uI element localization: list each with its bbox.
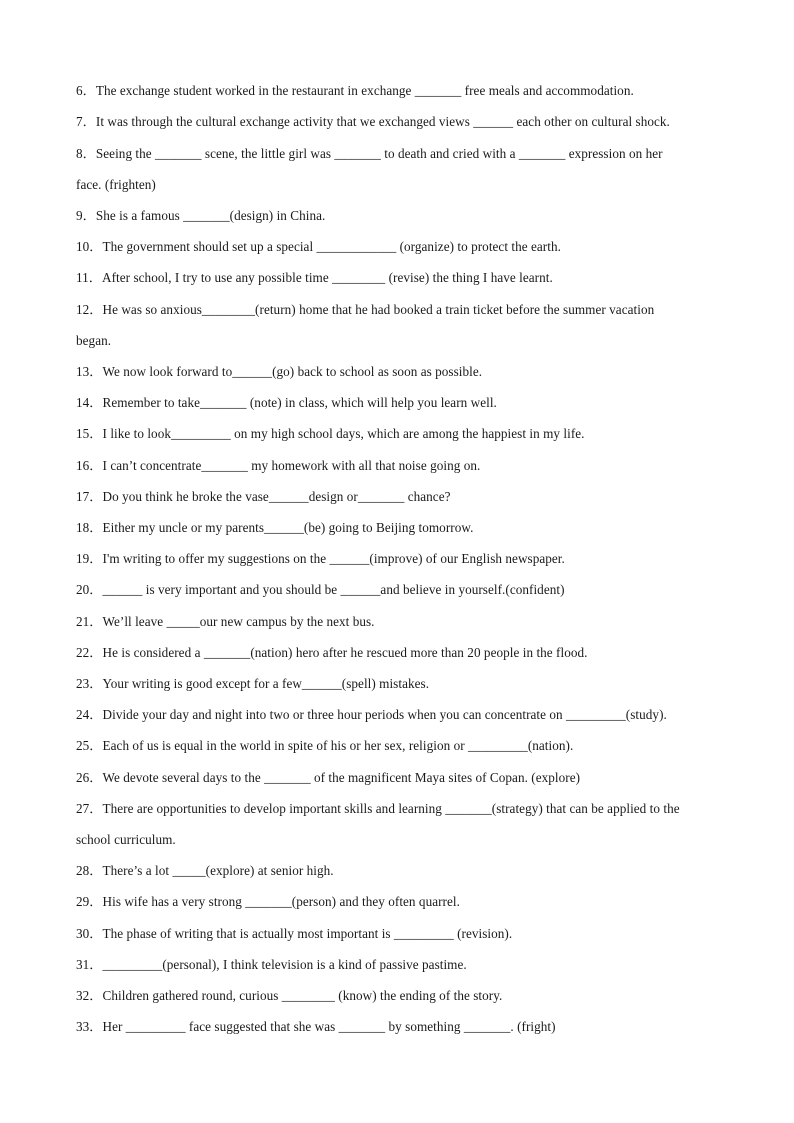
question-number: 30． — [76, 926, 103, 941]
question-8-continuation — [76, 176, 156, 194]
question-25 — [76, 737, 573, 755]
question-number: 26． — [76, 770, 103, 785]
question-24 — [76, 706, 667, 724]
question-text: We’ll leave _____our new campus by the next bus. — [102, 614, 375, 629]
question-number: 20． — [76, 582, 103, 597]
question-12-continuation — [76, 332, 111, 350]
question-22 — [76, 644, 587, 662]
question-text: After school, I try to use any possible time ________ (revise) the thing I have learnt. — [102, 270, 553, 285]
question-31 — [76, 956, 467, 974]
question-11 — [76, 269, 553, 287]
question-text: Do you think he broke the vase______design or_______ chance? — [102, 489, 451, 504]
question-text: Her _________ face suggested that she was _______ by something _______. (fright) — [102, 1019, 556, 1034]
question-14 — [76, 394, 497, 412]
question-text: Each of us is equal in the world in spite of his or her sex, religion or _________(nation). — [102, 738, 574, 753]
question-13 — [76, 363, 482, 381]
question-number: 8． — [76, 146, 96, 161]
question-6 — [76, 82, 634, 100]
question-number: 10． — [76, 239, 103, 254]
question-8 — [76, 145, 663, 163]
question-number: 23． — [76, 676, 103, 691]
question-number: 9． — [76, 208, 96, 223]
question-number: 18． — [76, 520, 103, 535]
question-text: He is considered a _______(nation) hero after he rescued more than 20 people in the flood. — [102, 645, 588, 660]
question-number: 7． — [76, 114, 96, 129]
question-text: Children gathered round, curious ________ (know) the ending of the story. — [102, 988, 503, 1003]
question-9 — [76, 207, 325, 225]
question-20 — [76, 581, 565, 599]
question-text: He was so anxious________(return) home that he had booked a train ticket before the summer vacation — [102, 302, 655, 317]
question-number: 19． — [76, 551, 103, 566]
question-number: 31． — [76, 957, 103, 972]
question-30 — [76, 925, 512, 943]
question-number: 32． — [76, 988, 103, 1003]
question-7 — [76, 113, 670, 131]
question-number: 13． — [76, 364, 103, 379]
question-number: 6． — [76, 83, 96, 98]
question-33 — [76, 1018, 556, 1036]
question-16 — [76, 457, 480, 475]
question-number: 12． — [76, 302, 103, 317]
question-17 — [76, 488, 451, 506]
question-text: I'm writing to offer my suggestions on the ______(improve) of our English newspaper. — [102, 551, 565, 566]
question-number: 11． — [76, 270, 103, 285]
question-12 — [76, 301, 654, 319]
question-number: 21． — [76, 614, 103, 629]
question-text: We now look forward to______(go) back to school as soon as possible. — [102, 364, 483, 379]
question-text: The government should set up a special ____________ (organize) to protect the earth. — [102, 239, 561, 254]
question-number: 33． — [76, 1019, 103, 1034]
question-text-continuation: began. — [76, 333, 112, 348]
question-number: 28． — [76, 863, 103, 878]
question-number: 25． — [76, 738, 103, 753]
question-text: She is a famous _______(design) in China. — [95, 208, 326, 223]
question-26 — [76, 769, 580, 787]
question-27 — [76, 800, 680, 818]
question-text: It was through the cultural exchange activity that we exchanged views ______ each other on cultural shock. — [95, 114, 670, 129]
question-text: There’s a lot _____(explore) at senior high. — [102, 863, 334, 878]
question-15 — [76, 425, 585, 443]
question-text: Seeing the _______ scene, the little girl was _______ to death and cried with a _______ expression on her — [95, 146, 663, 161]
question-number: 22． — [76, 645, 103, 660]
question-19 — [76, 550, 565, 568]
question-text: We devote several days to the _______ of the magnificent Maya sites of Copan. (explore) — [102, 770, 581, 785]
question-text-continuation: school curriculum. — [76, 832, 176, 847]
question-text: There are opportunities to develop important skills and learning _______(strategy) that can be applied to the — [102, 801, 680, 816]
question-10 — [76, 238, 561, 256]
question-23 — [76, 675, 429, 693]
question-29 — [76, 893, 460, 911]
question-text: Either my uncle or my parents______(be) going to Beijing tomorrow. — [102, 520, 474, 535]
question-number: 16． — [76, 458, 103, 473]
question-text: The exchange student worked in the restaurant in exchange _______ free meals and accommodation. — [95, 83, 634, 98]
question-18 — [76, 519, 473, 537]
question-number: 27． — [76, 801, 103, 816]
question-number: 15． — [76, 426, 103, 441]
question-text: The phase of writing that is actually most important is _________ (revision). — [102, 926, 513, 941]
question-27-continuation — [76, 831, 176, 849]
question-21 — [76, 613, 375, 631]
question-text: Your writing is good except for a few______(spell) mistakes. — [102, 676, 430, 691]
question-text: _________(personal), I think television is a kind of passive pastime. — [102, 957, 467, 972]
question-text: ______ is very important and you should be ______and believe in yourself.(confident) — [102, 582, 565, 597]
question-number: 17． — [76, 489, 103, 504]
question-text: I can’t concentrate_______ my homework with all that noise going on. — [102, 458, 481, 473]
question-number: 24． — [76, 707, 103, 722]
question-28 — [76, 862, 334, 880]
question-text-continuation: face. (frighten) — [76, 177, 156, 192]
question-number: 14． — [76, 395, 103, 410]
question-text: His wife has a very strong _______(person) and they often quarrel. — [102, 894, 460, 909]
question-text: Divide your day and night into two or three hour periods when you can concentrate on _________(study). — [102, 707, 667, 722]
question-text: Remember to take_______ (note) in class, which will help you learn well. — [102, 395, 497, 410]
question-text: I like to look_________ on my high school days, which are among the happiest in my life. — [102, 426, 585, 441]
question-number: 29． — [76, 894, 103, 909]
question-32 — [76, 987, 502, 1005]
